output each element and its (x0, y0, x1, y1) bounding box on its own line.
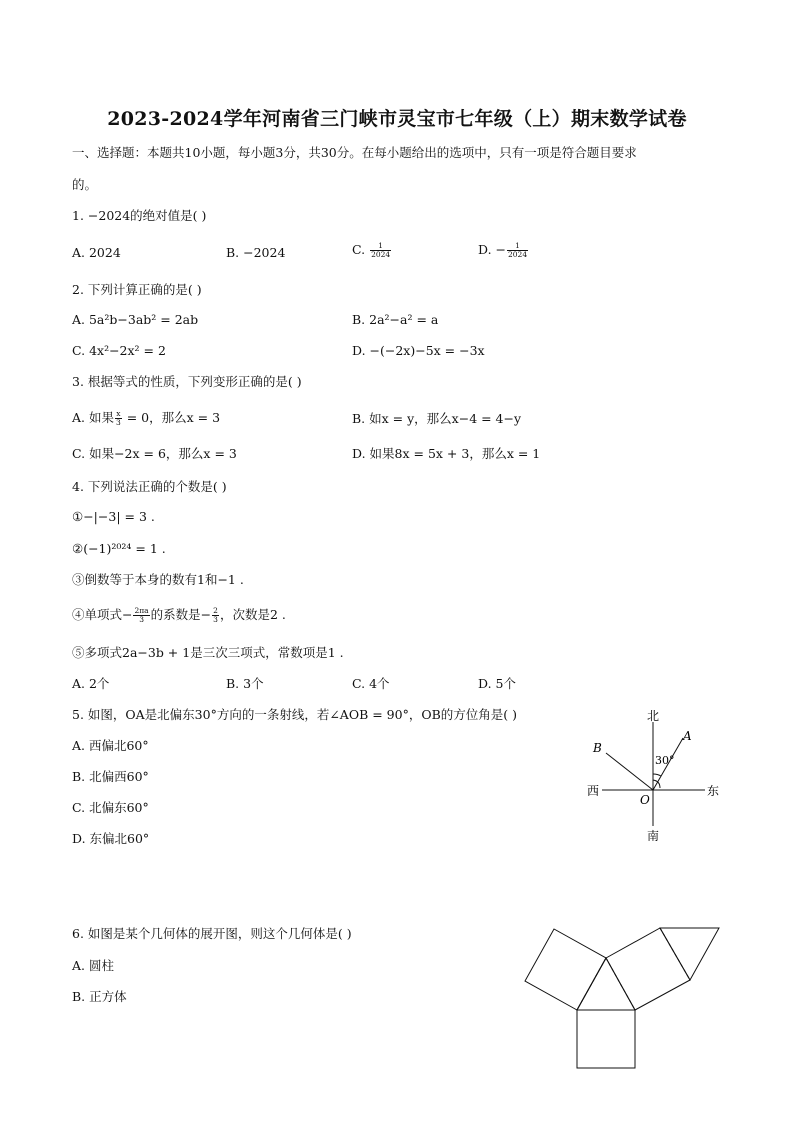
q4-s4-denominator2: 3 (213, 615, 218, 624)
q1-option-c-fraction (370, 242, 391, 259)
q5-option-c: C. 北偏东60° (72, 800, 149, 815)
q6-option-a: A. 圆柱 (72, 958, 114, 973)
point-b-label: B (593, 741, 602, 755)
q6-option-b: B. 正方体 (72, 989, 127, 1004)
q1-option-d-numerator: 1 (507, 242, 528, 251)
q1-option-d-denominator: 2024 (508, 250, 528, 259)
q4-stem: 4. 下列说法正确的个数是( ) (72, 479, 227, 494)
q2-option-b: B. 2a²−a² = a (352, 312, 439, 327)
q4-s4-numerator1: 2πa (134, 606, 149, 615)
q1-option-d-prefix: D. − (478, 242, 506, 257)
q1-stem: 1. −2024的绝对值是( ) (72, 208, 207, 223)
q3-option-a-numerator: x (116, 409, 121, 418)
q2-option-d: D. −(−2x)−5x = −3x (352, 343, 485, 358)
q1-option-c-denominator: 2024 (371, 250, 391, 259)
q1-option-c-prefix: C. (352, 242, 370, 257)
q4-statement-2: ②(−1)²⁰²⁴ = 1 . (72, 541, 166, 556)
q3-option-a-fraction (115, 410, 122, 427)
section-instructions-line1: 一、选择题：本题共10小题，每小题3分，共30分。在每小题给出的选项中，只有一项是符合题目要求 (72, 145, 637, 160)
west-label: 西 (587, 784, 600, 798)
q1-option-d-fraction (507, 242, 528, 259)
q4-s4-denominator1: 3 (139, 615, 144, 624)
q3-option-a (72, 409, 220, 427)
q3-option-c: C. 如果−2x = 6，那么x = 3 (72, 446, 237, 461)
q4-statement-4-fraction2 (212, 607, 219, 624)
q1-option-b: B. −2024 (226, 245, 286, 260)
q3-option-a-denominator: 3 (115, 418, 121, 427)
q6-stem: 6. 如图是某个几何体的展开图，则这个几何体是( ) (72, 926, 352, 941)
angle-30-label: 30° (655, 754, 675, 767)
q4-statement-4-fraction1 (133, 607, 149, 624)
q4-s4-numerator2: 2 (213, 606, 218, 615)
q4-statement-1: ①−|−3| = 3 . (72, 509, 155, 524)
page-title: 2023-2024学年河南省三门峡市灵宝市七年级（上）期末数学试卷 (107, 108, 687, 130)
section-instructions-line2: 的。 (72, 177, 98, 192)
point-o-label: O (640, 793, 650, 807)
q4-statement-4 (72, 606, 286, 624)
q5-direction-figure (580, 700, 730, 850)
q6-net-figure (520, 920, 725, 1075)
q2-option-c: C. 4x²−2x² = 2 (72, 343, 166, 358)
q5-option-b: B. 北偏西60° (72, 769, 149, 784)
net-triangle-right (660, 928, 719, 980)
q3-option-d: D. 如果8x = 5x + 3，那么x = 1 (352, 446, 541, 461)
q5-option-a: A. 西偏北60° (72, 738, 149, 753)
q1-option-c-numerator: 1 (370, 242, 391, 251)
q2-option-a: A. 5a²b−3ab² = 2ab (72, 312, 199, 327)
north-label: 北 (647, 709, 660, 723)
net-square-left (525, 929, 606, 1010)
q3-option-a-prefix: A. 如果 (72, 410, 114, 425)
q4-statement-4-mid: 的系数是− (150, 607, 212, 622)
q5-stem: 5. 如图，OA是北偏东30°方向的一条射线，若∠AOB = 90°，OB的方位角是( ) (72, 707, 518, 722)
q1-option-c (352, 241, 392, 259)
q4-statement-5: ⑤多项式2a−3b + 1是三次三项式，常数项是1 . (72, 645, 344, 660)
net-square-bottom (577, 1010, 635, 1068)
q3-option-a-suffix: = 0，那么x = 3 (122, 410, 221, 425)
net-triangle-center (577, 958, 635, 1010)
q4-option-b: B. 3个 (226, 676, 264, 691)
q3-option-b: B. 如x = y，那么x−4 = 4−y (352, 411, 522, 426)
q4-option-c: C. 4个 (352, 676, 390, 691)
q4-option-a: A. 2个 (72, 676, 110, 691)
q1-option-d (478, 241, 529, 259)
q4-statement-4-prefix: ④单项式− (72, 607, 133, 622)
q4-statement-4-suffix: ，次数是2 . (219, 607, 286, 622)
q4-option-d: D. 5个 (478, 676, 516, 691)
east-label: 东 (707, 784, 720, 798)
ray-ob (606, 753, 653, 790)
net-square-right (606, 928, 690, 1010)
angle-arc-30 (653, 774, 661, 776)
q2-stem: 2. 下列计算正确的是( ) (72, 282, 202, 297)
q5-option-d: D. 东偏北60° (72, 831, 150, 846)
south-label: 南 (647, 829, 660, 843)
q3-stem: 3. 根据等式的性质，下列变形正确的是( ) (72, 374, 302, 389)
point-a-label: A (683, 729, 692, 743)
q4-statement-3: ③倒数等于本身的数有1和−1 . (72, 572, 244, 587)
q1-option-a: A. 2024 (72, 245, 121, 260)
